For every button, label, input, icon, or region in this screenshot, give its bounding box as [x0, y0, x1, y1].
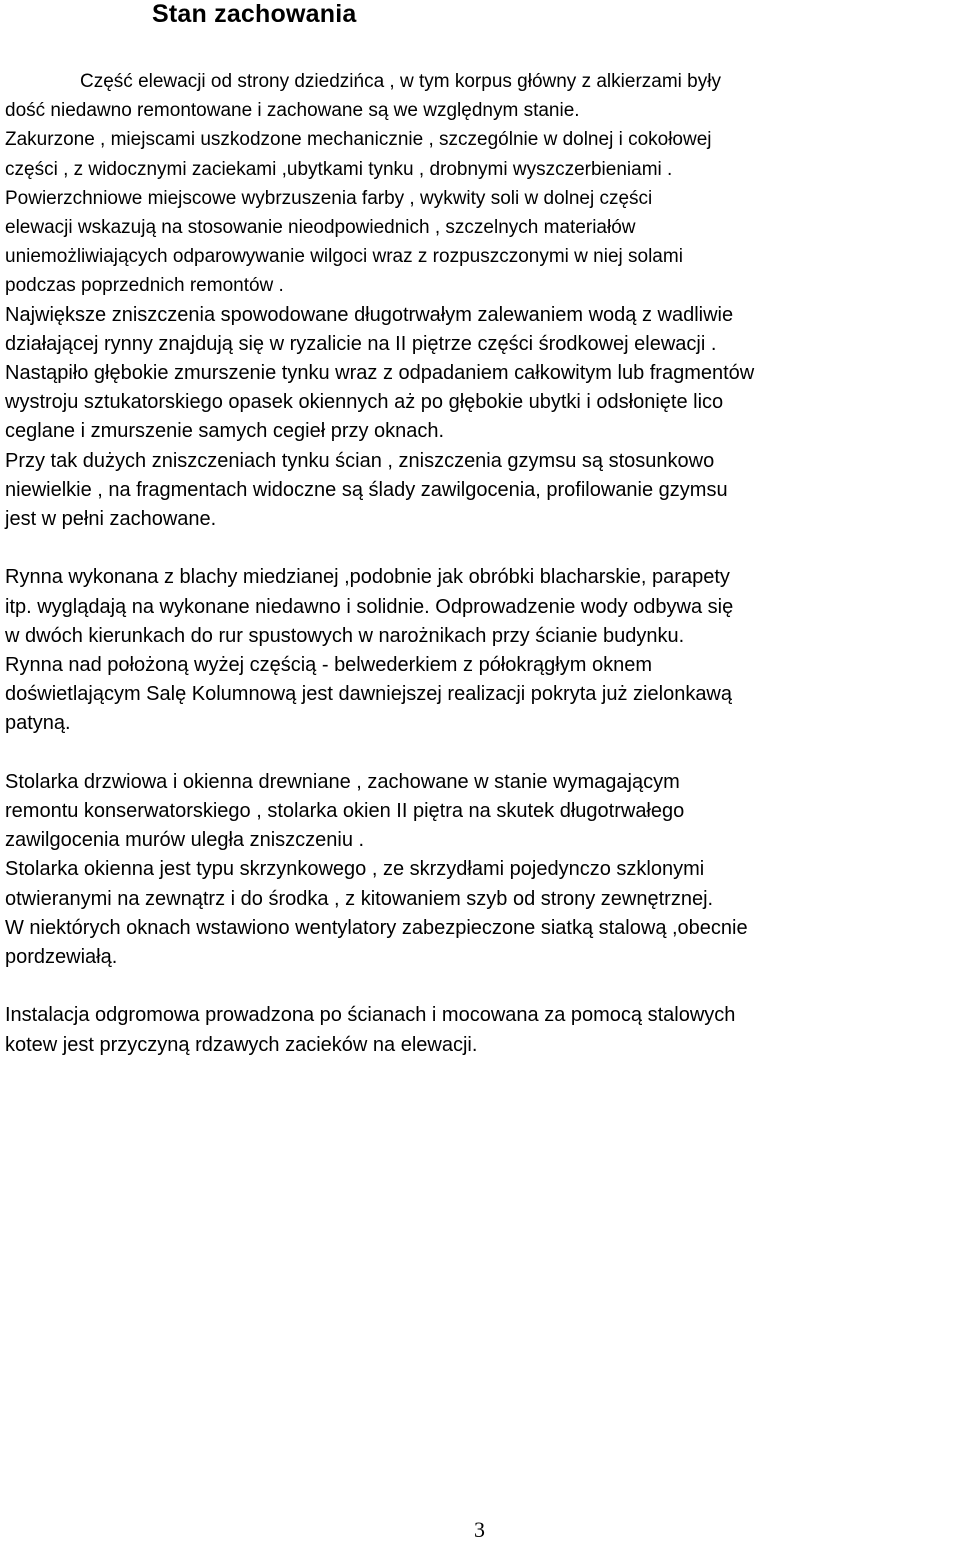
text-line: wystroju sztukatorskiego opasek okiennych aż po głębokie ubytki i odsłonięte lico	[5, 391, 724, 414]
paragraph-spacer	[5, 534, 957, 563]
text-line: dość niedawno remontowane i zachowane są we względnym stanie.	[5, 100, 580, 122]
text-line: W niektórych oknach wstawiono wentylatory zabezpieczone siatką stalową ,obecnie	[5, 916, 748, 939]
text-line: niewielkie , na fragmentach widoczne są ślady zawilgocenia, profilowanie gzymsu	[5, 478, 728, 501]
paragraph-greatest-damage	[5, 301, 957, 359]
document-body	[5, 67, 957, 1060]
text-line: patyną.	[5, 712, 71, 735]
paragraph-windows	[5, 855, 957, 972]
text-line: Przy tak dużych zniszczeniach tynku ścian , zniszczenia gzymsu są stosunkowo	[5, 449, 715, 472]
paragraph-plaster-decay	[5, 359, 957, 447]
text-line: Powierzchniowe miejscowe wybrzuszenia farby , wykwity soli w dolnej części	[5, 187, 653, 209]
page-title: Stan zachowania	[152, 0, 357, 28]
text-line: podczas poprzednich remontów .	[5, 275, 284, 297]
paragraph-condition-overview	[5, 67, 957, 301]
text-line: jest w pełni zachowane.	[5, 508, 217, 531]
text-line: otwieranymi na zewnątrz i do środka , z kitowaniem szyb od strony zewnętrznej.	[5, 887, 714, 910]
paragraph-joinery	[5, 768, 957, 856]
paragraph-belvedere-gutter	[5, 651, 957, 739]
paragraph-lightning-protection	[5, 1001, 957, 1059]
paragraph-spacer	[5, 739, 957, 768]
text-line: w dwóch kierunkach do rur spustowych w narożnikach przy ścianie budynku.	[5, 624, 685, 647]
text-line: Stolarka okienna jest typu skrzynkowego , ze skrzydłami pojedynczo szklonymi	[5, 858, 705, 881]
text-line: pordzewiałą.	[5, 946, 118, 969]
text-line: uniemożliwiających odparowywanie wilgoci wraz z rozpuszczonymi w niej solami	[5, 246, 683, 268]
text-line: remontu konserwatorskiego , stolarka okien II piętra na skutek długotrwałego	[5, 800, 685, 823]
text-line: Część elewacji od strony dziedzińca , w tym korpus główny z alkierzami były	[80, 71, 721, 92]
text-line: części , z widocznymi zaciekami ,ubytkami tynku , drobnymi wyszczerbieniami .	[5, 158, 673, 180]
text-line: itp. wyglądają na wykonane niedawno i solidnie. Odprowadzenie wody odbywa się	[5, 595, 734, 618]
text-line: ceglane i zmurszenie samych cegieł przy oknach.	[5, 420, 445, 443]
text-line: Największe zniszczenia spowodowane długotrwałym zalewaniem wodą z wadliwie	[5, 303, 734, 326]
text-line: Instalacja odgromowa prowadzona po ścianach i mocowana za pomocą stalowych	[5, 1004, 736, 1027]
page-number: 3	[474, 1517, 485, 1542]
text-line: Nastąpiło głębokie zmurszenie tynku wraz z odpadaniem całkowitym lub fragmentów	[5, 362, 755, 385]
paragraph-spacer	[5, 972, 957, 1001]
text-line: Zakurzone , miejscami uszkodzone mechanicznie , szczególnie w dolnej i cokołowej	[5, 129, 712, 151]
text-line: zawilgocenia murów uległa zniszczeniu .	[5, 829, 365, 852]
text-line: działającej rynny znajdują się w ryzalicie na II piętrze części środkowej elewacji .	[5, 332, 717, 355]
text-line: Rynna wykonana z blachy miedzianej ,podobnie jak obróbki blacharskie, parapety	[5, 566, 730, 589]
text-line: kotew jest przyczyną rdzawych zacieków na elewacji.	[5, 1033, 478, 1056]
text-line: doświetlającym Salę Kolumnową jest dawniejszej realizacji pokryta już zielonkawą	[5, 683, 733, 706]
text-line: Stolarka drzwiowa i okienna drewniane , zachowane w stanie wymagającym	[5, 770, 680, 793]
paragraph-cornice	[5, 447, 957, 535]
paragraph-gutter	[5, 563, 957, 651]
text-line: elewacji wskazują na stosowanie nieodpowiednich , szczelnych materiałów	[5, 217, 636, 239]
text-line: Rynna nad położoną wyżej częścią - belwederkiem z półokrągłym oknem	[5, 654, 652, 677]
